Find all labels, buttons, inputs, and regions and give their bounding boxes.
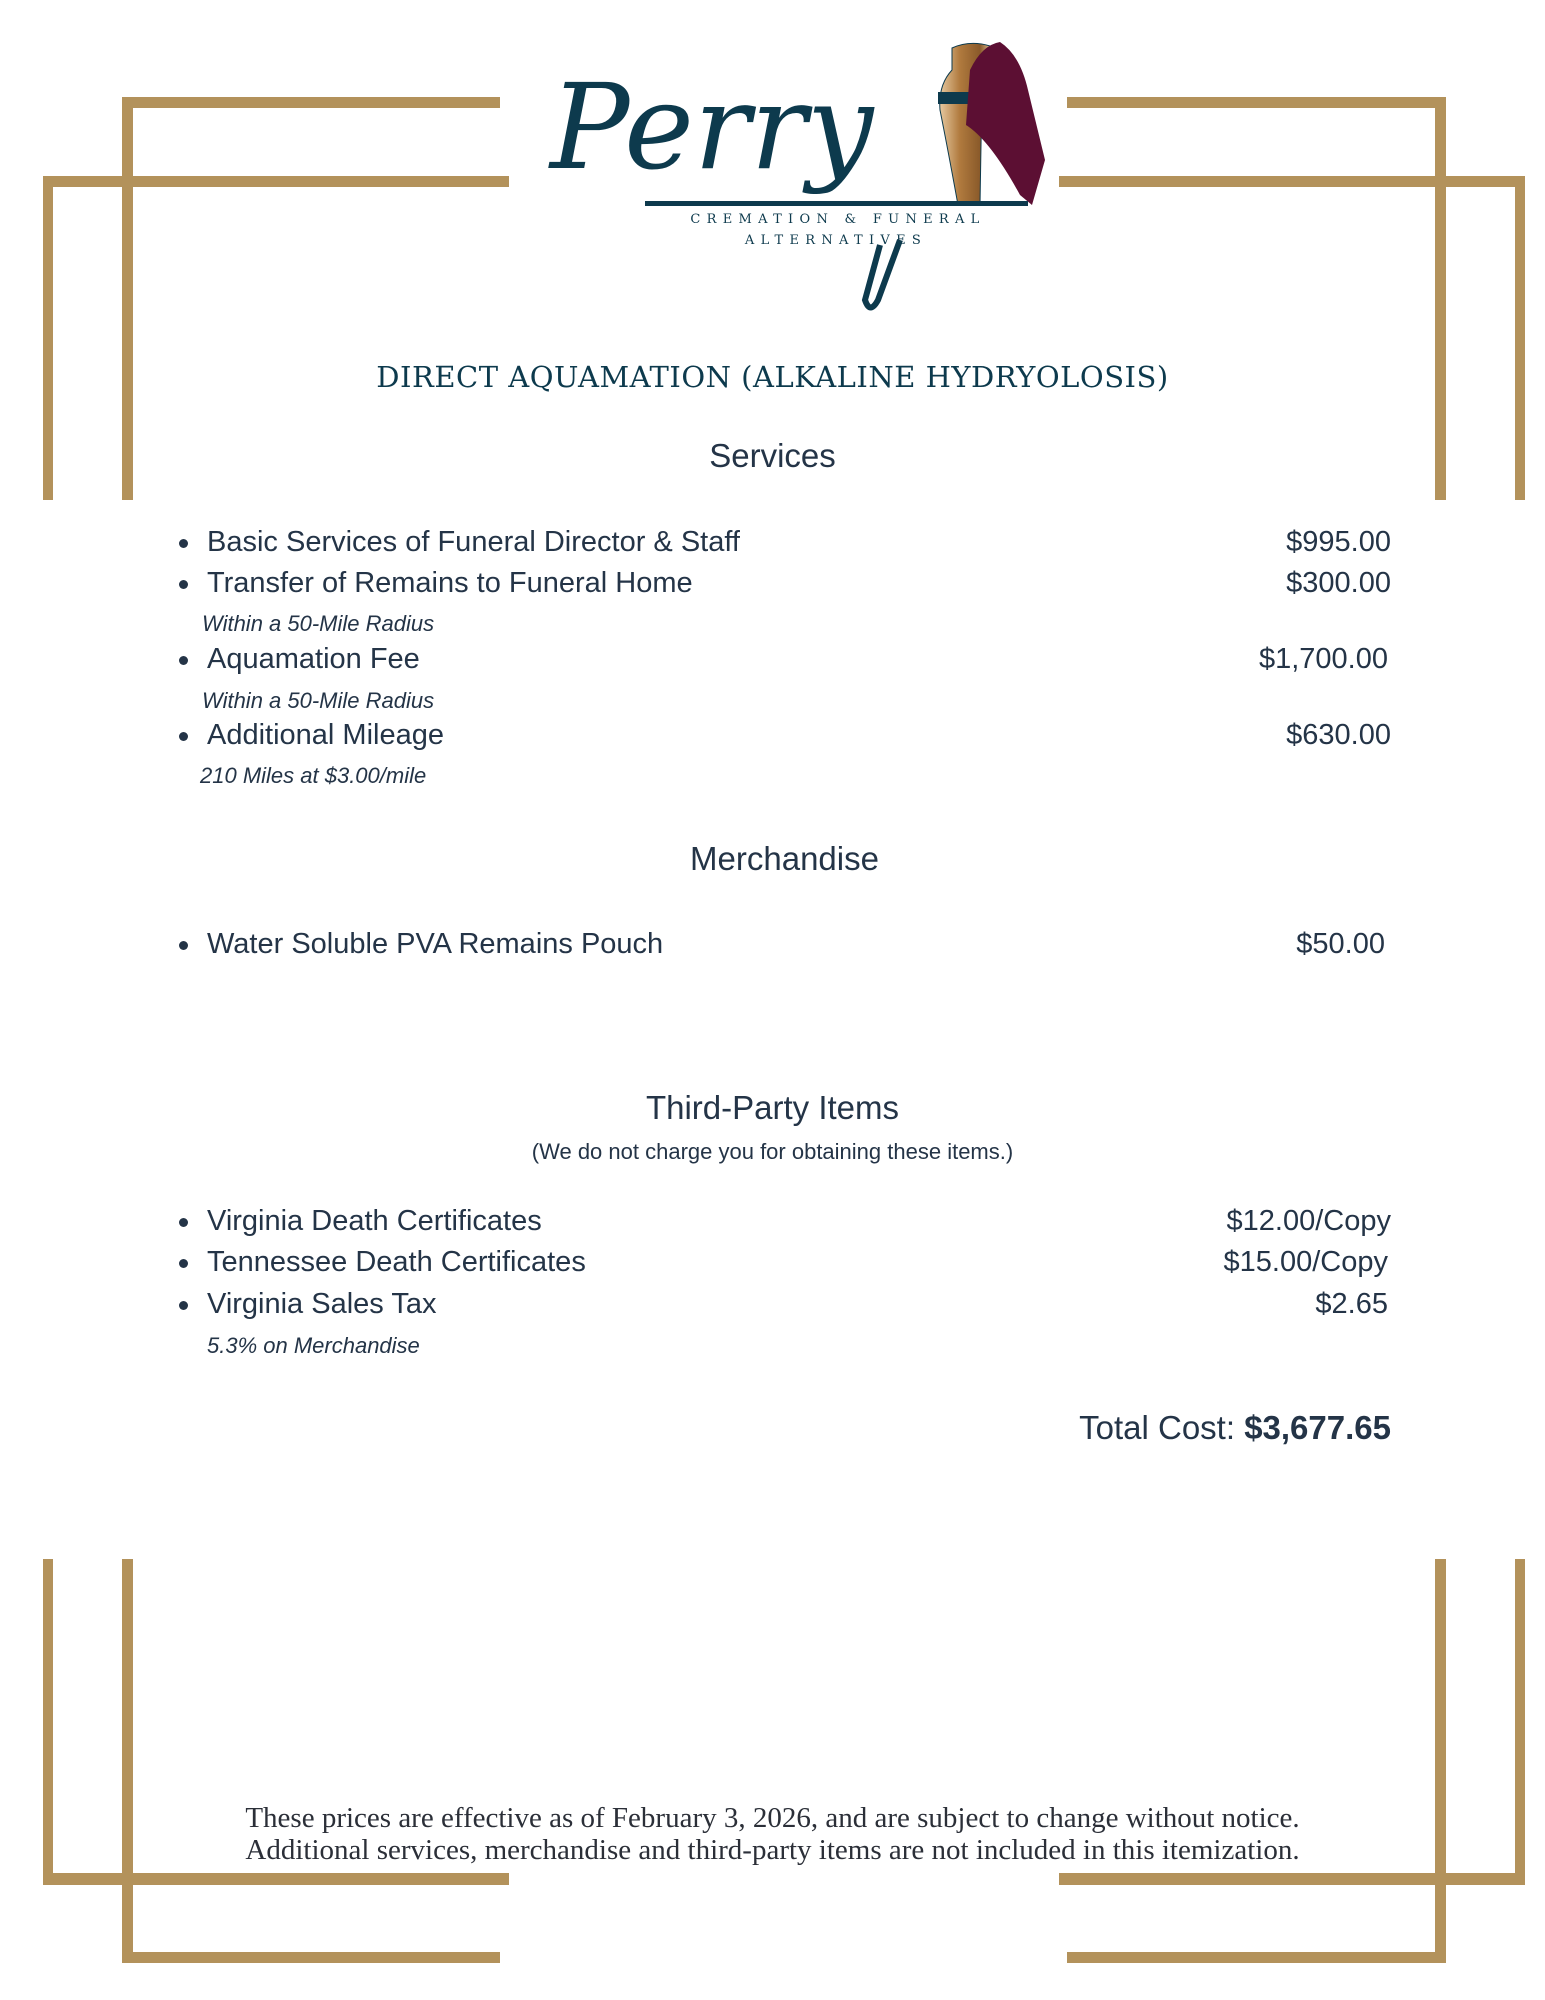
item-price: $50.00 <box>1296 928 1385 960</box>
frame-line <box>1059 1873 1525 1885</box>
list-item <box>179 643 420 676</box>
item-label: Transfer of Remains to Funeral Home <box>207 567 693 599</box>
list-item <box>179 1205 542 1238</box>
bullet-icon <box>179 1218 188 1227</box>
item-price: $1,700.00 <box>1258 643 1388 675</box>
company-logo <box>500 30 1060 320</box>
bullet-icon <box>179 656 188 665</box>
item-price: $12.00/Copy <box>1226 1205 1391 1237</box>
list-item <box>179 928 663 961</box>
item-note: 210 Miles at $3.00/mile <box>200 763 427 788</box>
footer-line2: Additional services, merchandise and third-party items are not included in this itemization. <box>245 1834 1300 1866</box>
bullet-icon <box>179 1301 188 1310</box>
third-party-heading: Third-Party Items <box>645 1089 900 1126</box>
item-label: Tennessee Death Certificates <box>207 1246 586 1278</box>
item-note: 5.3% on Merchandise <box>207 1333 420 1358</box>
merchandise-heading: Merchandise <box>690 840 879 877</box>
page-title: DIRECT AQUAMATION (ALKALINE HYDRYOLOSIS) <box>376 360 1169 394</box>
bullet-icon <box>179 580 188 589</box>
item-label: Water Soluble PVA Remains Pouch <box>207 928 664 960</box>
frame-line <box>1067 1952 1446 1963</box>
list-item <box>179 719 444 752</box>
item-label: Virginia Death Certificates <box>207 1205 542 1237</box>
item-price: $630.00 <box>1286 719 1391 751</box>
list-item <box>179 1288 436 1321</box>
bullet-icon <box>179 732 188 741</box>
frame-line <box>1067 97 1446 108</box>
item-note: Within a 50-Mile Radius <box>202 688 435 713</box>
frame-line <box>1059 176 1525 187</box>
frame-line <box>1435 1559 1446 1963</box>
footer-line1: These prices are effective as of February 3, 2026, and are subject to change without notice. <box>245 1802 1300 1834</box>
services-heading: Services <box>709 437 836 474</box>
bullet-icon <box>179 941 188 950</box>
frame-line <box>43 1873 509 1885</box>
item-price: $2.65 <box>1315 1288 1388 1320</box>
frame-line <box>122 1559 133 1963</box>
footer-disclaimer <box>0 1802 1545 1866</box>
total-value: $3,677.65 <box>1244 1409 1391 1446</box>
logo-tagline-line1: CREMATION & FUNERAL <box>690 212 986 227</box>
logo-tagline-line2: ALTERNATIVES <box>744 233 928 248</box>
list-item <box>179 526 740 559</box>
third-party-note: (We do not charge you for obtaining these items.) <box>531 1139 1014 1164</box>
bullet-icon <box>179 539 188 548</box>
bullet-icon <box>179 1259 188 1268</box>
item-label: Virginia Sales Tax <box>207 1288 437 1320</box>
list-item <box>179 1246 586 1279</box>
total-cost <box>1079 1409 1391 1447</box>
brand-name: Perry <box>550 58 874 196</box>
item-label: Basic Services of Funeral Director & Staff <box>207 526 740 558</box>
item-price: $995.00 <box>1286 526 1391 558</box>
item-label: Additional Mileage <box>207 719 444 751</box>
urn-icon <box>500 30 1060 320</box>
item-price: $15.00/Copy <box>1223 1246 1388 1278</box>
list-item <box>179 567 693 600</box>
item-price: $300.00 <box>1286 567 1391 599</box>
item-note: Within a 50-Mile Radius <box>202 611 435 636</box>
item-label: Aquamation Fee <box>207 643 420 675</box>
total-label: Total Cost: <box>1079 1409 1236 1446</box>
frame-line <box>122 97 500 108</box>
frame-line <box>122 1952 500 1963</box>
frame-line <box>43 176 509 187</box>
